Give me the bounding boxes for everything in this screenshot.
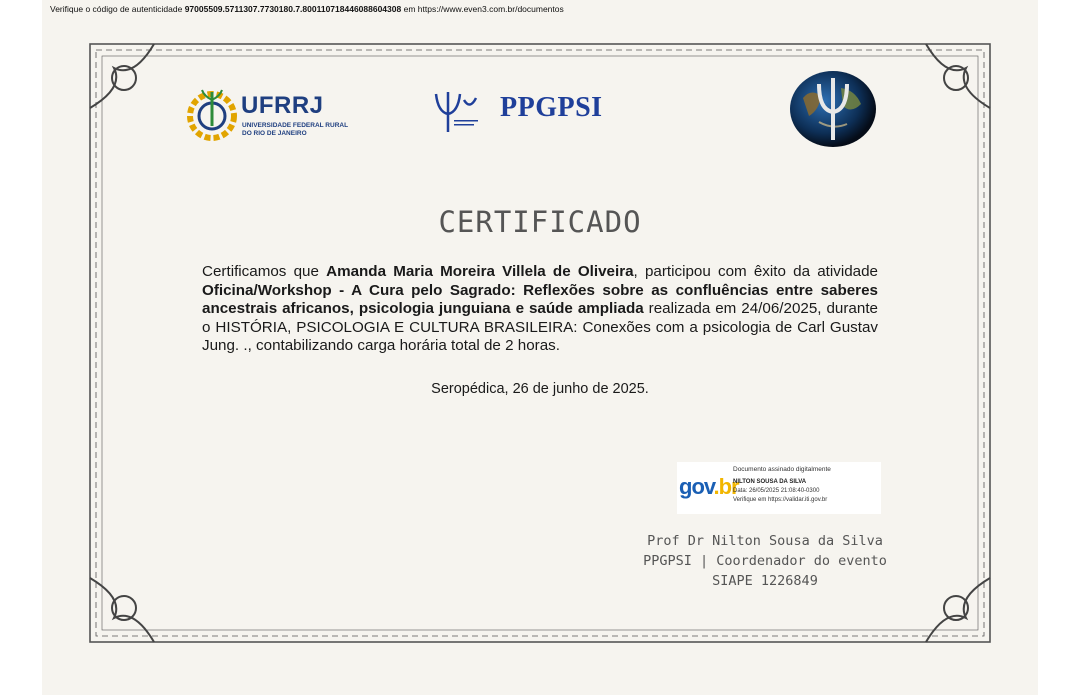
ufrrj-logo (184, 86, 354, 146)
certificate-body (202, 263, 878, 356)
verification-line (50, 4, 564, 14)
signatory-role: PPGPSI | Coordenador do evento (643, 553, 887, 569)
body-text-3: realizada em 24/06/2025, durante o HISTÓRIA, PSICOLOGIA E CULTURA BRASILEIRA: Conexões com a psicologia de Carl Gustav Jung. ., contabilizando carga horária total de 2 horas. (202, 300, 878, 354)
ppgpsi-logo (428, 86, 628, 136)
place-date: Seropédica, 26 de junho de 2025. (431, 381, 649, 397)
verification-prefix: Verifique o código de autenticidade (50, 4, 183, 14)
signatory-name: Prof Dr Nilton Sousa da Silva (647, 533, 883, 549)
digital-signature-stamp (677, 462, 881, 514)
psi-symbol-icon (428, 86, 484, 136)
stamp-verify: Verifique em https://validar.iti.gov.br (733, 497, 828, 503)
stamp-signer: NILTON SOUSA DA SILVA (733, 479, 807, 485)
ufrrj-subtitle: UNIVERSIDADE FEDERAL RURAL DO RIO DE JANEIRO (242, 122, 348, 137)
stamp-heading: Documento assinado digitalmente (733, 466, 831, 473)
govbr-logo-gov: gov (679, 474, 714, 499)
ppgpsi-title: PPGPSI (500, 92, 603, 123)
stamp-date: Data: 26/05/2025 21:08:40-0300 (733, 488, 820, 494)
verification-suffix: em https://www.even3.com.br/documentos (403, 4, 564, 14)
signatory-id: SIAPE 1226849 (712, 573, 818, 589)
body-text-1: Certificamos que (202, 263, 327, 280)
verification-code: 97005509.5711307.7730180.7.800110718446088604308 (184, 4, 402, 14)
govbr-logo (679, 474, 739, 500)
activity-name: Oficina/Workshop - A Cura pelo Sagrado: Reflexões sobre as confluências entre saberes ancestrais africanos, psicologia junguiana e saúde ampliada (202, 281, 878, 317)
body-text-2: , participou com êxito da atividade (633, 263, 878, 280)
participant-name: Amanda Maria Moreira Villela de Oliveira (326, 263, 634, 280)
globe-psi-icon (789, 70, 877, 148)
ufrrj-title: UFRRJ (241, 92, 324, 119)
govbr-logo-br: .br (713, 474, 739, 499)
ufrrj-emblem-icon (184, 86, 240, 144)
certificate-title: CERTIFICADO (438, 205, 642, 239)
